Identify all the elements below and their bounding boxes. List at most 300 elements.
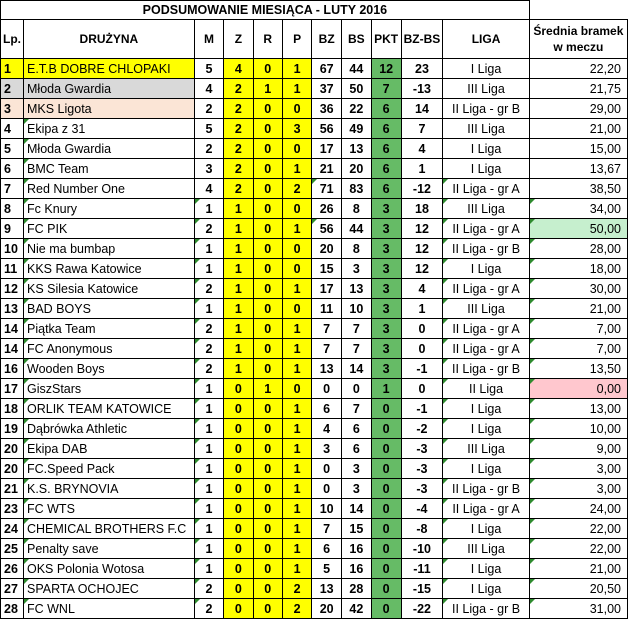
cell-r[interactable]: 0 [253, 99, 282, 119]
cell-liga[interactable]: III Liga [443, 299, 529, 319]
header-bz[interactable]: BZ [312, 20, 342, 59]
cell-liga[interactable]: I Liga [443, 519, 529, 539]
cell-diff[interactable]: -3 [401, 439, 443, 459]
cell-lp[interactable]: 12 [1, 279, 24, 299]
cell-avg[interactable]: 21,75 [529, 79, 627, 99]
cell-liga[interactable]: II Liga - gr A [443, 219, 529, 239]
cell-lp[interactable]: 20 [1, 459, 24, 479]
cell-p[interactable]: 1 [282, 519, 311, 539]
cell-r[interactable]: 0 [253, 239, 282, 259]
cell-liga[interactable]: II Liga - gr B [443, 99, 529, 119]
cell-r[interactable]: 0 [253, 539, 282, 559]
cell-team[interactable]: Wooden Boys [24, 359, 195, 379]
cell-bs[interactable]: 50 [341, 79, 371, 99]
cell-diff[interactable]: -3 [401, 459, 443, 479]
cell-team[interactable]: FC WNL [24, 599, 195, 619]
cell-bz[interactable]: 20 [312, 239, 342, 259]
header-liga[interactable]: LIGA [443, 20, 529, 59]
cell-r[interactable]: 0 [253, 159, 282, 179]
cell-bz[interactable]: 71 [312, 179, 342, 199]
cell-lp[interactable]: 2 [1, 79, 24, 99]
cell-lp[interactable]: 6 [1, 159, 24, 179]
cell-lp[interactable]: 16 [1, 359, 24, 379]
cell-z[interactable]: 1 [224, 359, 253, 379]
cell-team[interactable]: MKS Ligota [24, 99, 195, 119]
cell-r[interactable]: 0 [253, 119, 282, 139]
cell-bs[interactable]: 16 [341, 559, 371, 579]
cell-avg[interactable]: 18,00 [529, 259, 627, 279]
cell-r[interactable]: 0 [253, 579, 282, 599]
header-diff[interactable]: BZ-BS [401, 20, 443, 59]
cell-r[interactable]: 0 [253, 279, 282, 299]
cell-bz[interactable]: 37 [312, 79, 342, 99]
cell-z[interactable]: 1 [224, 259, 253, 279]
cell-liga[interactable]: II Liga - gr A [443, 319, 529, 339]
cell-r[interactable]: 0 [253, 339, 282, 359]
cell-z[interactable]: 1 [224, 199, 253, 219]
cell-lp[interactable]: 9 [1, 219, 24, 239]
cell-lp[interactable]: 18 [1, 399, 24, 419]
cell-bs[interactable]: 6 [341, 439, 371, 459]
cell-bz[interactable]: 7 [312, 339, 342, 359]
cell-m[interactable]: 1 [194, 459, 223, 479]
cell-pkt[interactable]: 6 [371, 119, 401, 139]
cell-bz[interactable]: 6 [312, 539, 342, 559]
cell-p[interactable]: 1 [282, 279, 311, 299]
cell-r[interactable]: 0 [253, 139, 282, 159]
cell-team[interactable]: Penalty save [24, 539, 195, 559]
cell-m[interactable]: 4 [194, 179, 223, 199]
cell-pkt[interactable]: 0 [371, 399, 401, 419]
cell-avg[interactable]: 3,00 [529, 459, 627, 479]
cell-m[interactable]: 3 [194, 159, 223, 179]
cell-z[interactable]: 2 [224, 139, 253, 159]
cell-team[interactable]: ORLIK TEAM KATOWICE [24, 399, 195, 419]
cell-lp[interactable]: 7 [1, 179, 24, 199]
cell-pkt[interactable]: 0 [371, 539, 401, 559]
cell-lp[interactable]: 14 [1, 339, 24, 359]
cell-m[interactable]: 1 [194, 439, 223, 459]
cell-liga[interactable]: I Liga [443, 579, 529, 599]
cell-bs[interactable]: 13 [341, 279, 371, 299]
cell-bz[interactable]: 4 [312, 419, 342, 439]
header-pkt[interactable]: PKT [371, 20, 401, 59]
cell-r[interactable]: 0 [253, 459, 282, 479]
cell-z[interactable]: 1 [224, 339, 253, 359]
cell-bs[interactable]: 22 [341, 99, 371, 119]
cell-pkt[interactable]: 0 [371, 579, 401, 599]
cell-pkt[interactable]: 0 [371, 519, 401, 539]
cell-team[interactable]: SPARTA OCHOJEC [24, 579, 195, 599]
cell-p[interactable]: 1 [282, 559, 311, 579]
cell-bz[interactable]: 15 [312, 259, 342, 279]
cell-liga[interactable]: I Liga [443, 459, 529, 479]
cell-lp[interactable]: 24 [1, 519, 24, 539]
cell-avg[interactable]: 0,00 [529, 379, 627, 399]
cell-pkt[interactable]: 6 [371, 179, 401, 199]
cell-bz[interactable]: 13 [312, 579, 342, 599]
cell-m[interactable]: 4 [194, 79, 223, 99]
cell-liga[interactable]: II Liga [443, 379, 529, 399]
cell-lp[interactable]: 28 [1, 599, 24, 619]
cell-p[interactable]: 1 [282, 59, 311, 79]
cell-pkt[interactable]: 0 [371, 459, 401, 479]
cell-r[interactable]: 0 [253, 499, 282, 519]
cell-m[interactable]: 1 [194, 199, 223, 219]
cell-pkt[interactable]: 3 [371, 239, 401, 259]
cell-diff[interactable]: 1 [401, 299, 443, 319]
header-bs[interactable]: BS [341, 20, 371, 59]
cell-team[interactable]: BMC Team [24, 159, 195, 179]
cell-r[interactable]: 0 [253, 299, 282, 319]
cell-lp[interactable]: 14 [1, 319, 24, 339]
cell-bz[interactable]: 56 [312, 219, 342, 239]
cell-r[interactable]: 0 [253, 439, 282, 459]
cell-liga[interactable]: I Liga [443, 559, 529, 579]
cell-bs[interactable]: 83 [341, 179, 371, 199]
cell-lp[interactable]: 5 [1, 139, 24, 159]
cell-liga[interactable]: II Liga - gr A [443, 499, 529, 519]
cell-pkt[interactable]: 3 [371, 259, 401, 279]
cell-avg[interactable]: 28,00 [529, 239, 627, 259]
cell-z[interactable]: 4 [224, 59, 253, 79]
cell-diff[interactable]: 0 [401, 339, 443, 359]
cell-lp[interactable]: 10 [1, 239, 24, 259]
cell-team[interactable]: Fc Knury [24, 199, 195, 219]
cell-lp[interactable]: 27 [1, 579, 24, 599]
cell-diff[interactable]: -4 [401, 499, 443, 519]
cell-m[interactable]: 2 [194, 279, 223, 299]
cell-team[interactable]: FC Anonymous [24, 339, 195, 359]
cell-bs[interactable]: 7 [341, 339, 371, 359]
cell-p[interactable]: 0 [282, 299, 311, 319]
cell-bs[interactable]: 3 [341, 459, 371, 479]
cell-team[interactable]: E.T.B DOBRE CHLOPAKI [24, 59, 195, 79]
cell-bs[interactable]: 42 [341, 599, 371, 619]
cell-avg[interactable]: 9,00 [529, 439, 627, 459]
cell-lp[interactable]: 8 [1, 199, 24, 219]
cell-bz[interactable]: 0 [312, 479, 342, 499]
cell-r[interactable]: 0 [253, 319, 282, 339]
cell-bz[interactable]: 67 [312, 59, 342, 79]
cell-diff[interactable]: 7 [401, 119, 443, 139]
cell-z[interactable]: 0 [224, 479, 253, 499]
cell-liga[interactable]: II Liga - gr A [443, 339, 529, 359]
cell-avg[interactable]: 7,00 [529, 319, 627, 339]
cell-bz[interactable]: 7 [312, 519, 342, 539]
cell-pkt[interactable]: 1 [371, 379, 401, 399]
cell-r[interactable]: 0 [253, 599, 282, 619]
header-m[interactable]: M [194, 20, 223, 59]
cell-lp[interactable]: 17 [1, 379, 24, 399]
cell-pkt[interactable]: 3 [371, 219, 401, 239]
cell-diff[interactable]: 0 [401, 319, 443, 339]
cell-avg[interactable]: 29,00 [529, 99, 627, 119]
cell-m[interactable]: 1 [194, 259, 223, 279]
cell-m[interactable]: 1 [194, 499, 223, 519]
cell-bz[interactable]: 10 [312, 499, 342, 519]
cell-team[interactable]: Ekipa z 31 [24, 119, 195, 139]
cell-lp[interactable]: 19 [1, 419, 24, 439]
cell-liga[interactable]: II Liga - gr B [443, 239, 529, 259]
cell-z[interactable]: 0 [224, 439, 253, 459]
cell-bz[interactable]: 17 [312, 279, 342, 299]
cell-p[interactable]: 1 [282, 399, 311, 419]
cell-pkt[interactable]: 3 [371, 339, 401, 359]
cell-m[interactable]: 1 [194, 239, 223, 259]
cell-bs[interactable]: 6 [341, 419, 371, 439]
header-z[interactable]: Z [224, 20, 253, 59]
cell-bz[interactable]: 5 [312, 559, 342, 579]
cell-diff[interactable]: -1 [401, 359, 443, 379]
cell-bs[interactable]: 3 [341, 479, 371, 499]
cell-z[interactable]: 1 [224, 299, 253, 319]
cell-team[interactable]: CHEMICAL BROTHERS F.C [24, 519, 195, 539]
cell-m[interactable]: 1 [194, 299, 223, 319]
cell-bz[interactable]: 11 [312, 299, 342, 319]
cell-pkt[interactable]: 0 [371, 559, 401, 579]
cell-bs[interactable]: 7 [341, 399, 371, 419]
cell-diff[interactable]: -11 [401, 559, 443, 579]
cell-diff[interactable]: 1 [401, 159, 443, 179]
cell-bz[interactable]: 6 [312, 399, 342, 419]
cell-bs[interactable]: 8 [341, 239, 371, 259]
cell-bz[interactable]: 13 [312, 359, 342, 379]
cell-bs[interactable]: 14 [341, 359, 371, 379]
cell-diff[interactable]: 14 [401, 99, 443, 119]
cell-r[interactable]: 0 [253, 399, 282, 419]
cell-avg[interactable]: 21,00 [529, 559, 627, 579]
cell-team[interactable]: Młoda Gwardia [24, 139, 195, 159]
cell-r[interactable]: 0 [253, 179, 282, 199]
cell-team[interactable]: FC PIK [24, 219, 195, 239]
cell-m[interactable]: 2 [194, 579, 223, 599]
cell-lp[interactable]: 3 [1, 99, 24, 119]
cell-team[interactable]: OKS Polonia Wotosa [24, 559, 195, 579]
cell-avg[interactable]: 13,00 [529, 399, 627, 419]
cell-pkt[interactable]: 6 [371, 159, 401, 179]
cell-p[interactable]: 1 [282, 439, 311, 459]
cell-diff[interactable]: -2 [401, 419, 443, 439]
cell-bz[interactable]: 17 [312, 139, 342, 159]
cell-bs[interactable]: 15 [341, 519, 371, 539]
cell-z[interactable]: 2 [224, 119, 253, 139]
cell-bz[interactable]: 21 [312, 159, 342, 179]
cell-z[interactable]: 1 [224, 279, 253, 299]
cell-z[interactable]: 1 [224, 239, 253, 259]
cell-lp[interactable]: 13 [1, 299, 24, 319]
cell-r[interactable]: 1 [253, 379, 282, 399]
cell-r[interactable]: 0 [253, 359, 282, 379]
cell-r[interactable]: 0 [253, 259, 282, 279]
cell-z[interactable]: 0 [224, 539, 253, 559]
cell-p[interactable]: 2 [282, 599, 311, 619]
cell-bs[interactable]: 14 [341, 499, 371, 519]
sheet-title[interactable]: PODSUMOWANIE MIESIĄCA - LUTY 2016 [1, 1, 530, 20]
cell-avg[interactable]: 31,00 [529, 599, 627, 619]
cell-bs[interactable]: 16 [341, 539, 371, 559]
cell-avg[interactable]: 30,00 [529, 279, 627, 299]
cell-p[interactable]: 1 [282, 539, 311, 559]
cell-pkt[interactable]: 0 [371, 439, 401, 459]
cell-avg[interactable]: 34,00 [529, 199, 627, 219]
cell-pkt[interactable]: 3 [371, 299, 401, 319]
cell-diff[interactable]: 23 [401, 59, 443, 79]
cell-team[interactable]: BAD BOYS [24, 299, 195, 319]
cell-p[interactable]: 0 [282, 99, 311, 119]
cell-p[interactable]: 1 [282, 419, 311, 439]
cell-lp[interactable]: 25 [1, 539, 24, 559]
cell-liga[interactable]: III Liga [443, 119, 529, 139]
cell-r[interactable]: 0 [253, 219, 282, 239]
cell-lp[interactable]: 21 [1, 479, 24, 499]
cell-z[interactable]: 2 [224, 99, 253, 119]
cell-diff[interactable]: -1 [401, 399, 443, 419]
cell-liga[interactable]: III Liga [443, 79, 529, 99]
cell-diff[interactable]: 12 [401, 259, 443, 279]
cell-m[interactable]: 2 [194, 219, 223, 239]
cell-liga[interactable]: I Liga [443, 419, 529, 439]
cell-z[interactable]: 2 [224, 79, 253, 99]
cell-bs[interactable]: 0 [341, 379, 371, 399]
cell-pkt[interactable]: 3 [371, 199, 401, 219]
cell-bz[interactable]: 20 [312, 599, 342, 619]
cell-liga[interactable]: I Liga [443, 159, 529, 179]
cell-p[interactable]: 1 [282, 79, 311, 99]
cell-liga[interactable]: II Liga - gr A [443, 279, 529, 299]
cell-diff[interactable]: -12 [401, 179, 443, 199]
cell-team[interactable]: KKS Rawa Katowice [24, 259, 195, 279]
cell-r[interactable]: 0 [253, 59, 282, 79]
cell-liga[interactable]: I Liga [443, 139, 529, 159]
cell-team[interactable]: Red Number One [24, 179, 195, 199]
cell-pkt[interactable]: 3 [371, 279, 401, 299]
cell-z[interactable]: 2 [224, 159, 253, 179]
cell-team[interactable]: GiszStars [24, 379, 195, 399]
cell-liga[interactable]: II Liga - gr B [443, 479, 529, 499]
cell-m[interactable]: 1 [194, 559, 223, 579]
cell-avg[interactable]: 22,00 [529, 539, 627, 559]
cell-avg[interactable]: 22,20 [529, 59, 627, 79]
cell-p[interactable]: 1 [282, 219, 311, 239]
cell-diff[interactable]: -10 [401, 539, 443, 559]
cell-diff[interactable]: -15 [401, 579, 443, 599]
cell-avg[interactable]: 20,50 [529, 579, 627, 599]
cell-m[interactable]: 1 [194, 419, 223, 439]
cell-lp[interactable]: 1 [1, 59, 24, 79]
cell-pkt[interactable]: 0 [371, 479, 401, 499]
cell-team[interactable]: Ekipa DAB [24, 439, 195, 459]
cell-p[interactable]: 0 [282, 239, 311, 259]
cell-r[interactable]: 0 [253, 419, 282, 439]
cell-p[interactable]: 0 [282, 379, 311, 399]
cell-bs[interactable]: 44 [341, 59, 371, 79]
cell-z[interactable]: 0 [224, 519, 253, 539]
cell-bz[interactable]: 7 [312, 319, 342, 339]
cell-liga[interactable]: I Liga [443, 259, 529, 279]
cell-liga[interactable]: I Liga [443, 59, 529, 79]
cell-m[interactable]: 2 [194, 319, 223, 339]
cell-z[interactable]: 0 [224, 599, 253, 619]
cell-bs[interactable]: 8 [341, 199, 371, 219]
cell-r[interactable]: 1 [253, 79, 282, 99]
cell-diff[interactable]: -13 [401, 79, 443, 99]
cell-avg[interactable]: 38,50 [529, 179, 627, 199]
cell-m[interactable]: 2 [194, 599, 223, 619]
cell-m[interactable]: 2 [194, 359, 223, 379]
cell-p[interactable]: 2 [282, 179, 311, 199]
cell-bz[interactable]: 0 [312, 459, 342, 479]
header-avg[interactable]: Średnia bramek w meczu [529, 20, 627, 59]
cell-team[interactable]: KS Silesia Katowice [24, 279, 195, 299]
cell-lp[interactable]: 20 [1, 439, 24, 459]
cell-r[interactable]: 0 [253, 199, 282, 219]
header-lp[interactable]: Lp. [1, 20, 24, 59]
cell-lp[interactable]: 11 [1, 259, 24, 279]
cell-z[interactable]: 0 [224, 579, 253, 599]
cell-liga[interactable]: I Liga [443, 399, 529, 419]
cell-p[interactable]: 1 [282, 159, 311, 179]
cell-pkt[interactable]: 0 [371, 419, 401, 439]
cell-liga[interactable]: II Liga - gr A [443, 179, 529, 199]
cell-liga[interactable]: II Liga - gr B [443, 599, 529, 619]
cell-p[interactable]: 3 [282, 119, 311, 139]
cell-p[interactable]: 1 [282, 459, 311, 479]
cell-avg[interactable]: 3,00 [529, 479, 627, 499]
cell-avg[interactable]: 50,00 [529, 219, 627, 239]
cell-avg[interactable]: 13,67 [529, 159, 627, 179]
cell-team[interactable]: Nie ma bumbap [24, 239, 195, 259]
cell-bs[interactable]: 49 [341, 119, 371, 139]
cell-team[interactable]: FC.Speed Pack [24, 459, 195, 479]
cell-bz[interactable]: 0 [312, 379, 342, 399]
cell-team[interactable]: FC WTS [24, 499, 195, 519]
cell-team[interactable]: Dąbrówka Athletic [24, 419, 195, 439]
cell-lp[interactable]: 23 [1, 499, 24, 519]
cell-diff[interactable]: -22 [401, 599, 443, 619]
cell-p[interactable]: 0 [282, 199, 311, 219]
cell-m[interactable]: 2 [194, 99, 223, 119]
cell-diff[interactable]: -8 [401, 519, 443, 539]
cell-avg[interactable]: 21,00 [529, 119, 627, 139]
cell-pkt[interactable]: 3 [371, 359, 401, 379]
cell-p[interactable]: 1 [282, 319, 311, 339]
cell-liga[interactable]: III Liga [443, 199, 529, 219]
cell-z[interactable]: 2 [224, 179, 253, 199]
cell-m[interactable]: 1 [194, 479, 223, 499]
cell-z[interactable]: 0 [224, 379, 253, 399]
cell-avg[interactable]: 13,50 [529, 359, 627, 379]
cell-pkt[interactable]: 0 [371, 599, 401, 619]
cell-diff[interactable]: 12 [401, 219, 443, 239]
cell-m[interactable]: 2 [194, 339, 223, 359]
cell-z[interactable]: 1 [224, 219, 253, 239]
cell-z[interactable]: 0 [224, 399, 253, 419]
cell-m[interactable]: 1 [194, 379, 223, 399]
cell-r[interactable]: 0 [253, 479, 282, 499]
cell-bz[interactable]: 3 [312, 439, 342, 459]
cell-avg[interactable]: 7,00 [529, 339, 627, 359]
cell-p[interactable]: 0 [282, 259, 311, 279]
cell-diff[interactable]: -3 [401, 479, 443, 499]
cell-z[interactable]: 1 [224, 319, 253, 339]
cell-pkt[interactable]: 12 [371, 59, 401, 79]
cell-liga[interactable]: III Liga [443, 539, 529, 559]
cell-avg[interactable]: 10,00 [529, 419, 627, 439]
cell-m[interactable]: 1 [194, 519, 223, 539]
cell-z[interactable]: 0 [224, 499, 253, 519]
cell-m[interactable]: 1 [194, 399, 223, 419]
